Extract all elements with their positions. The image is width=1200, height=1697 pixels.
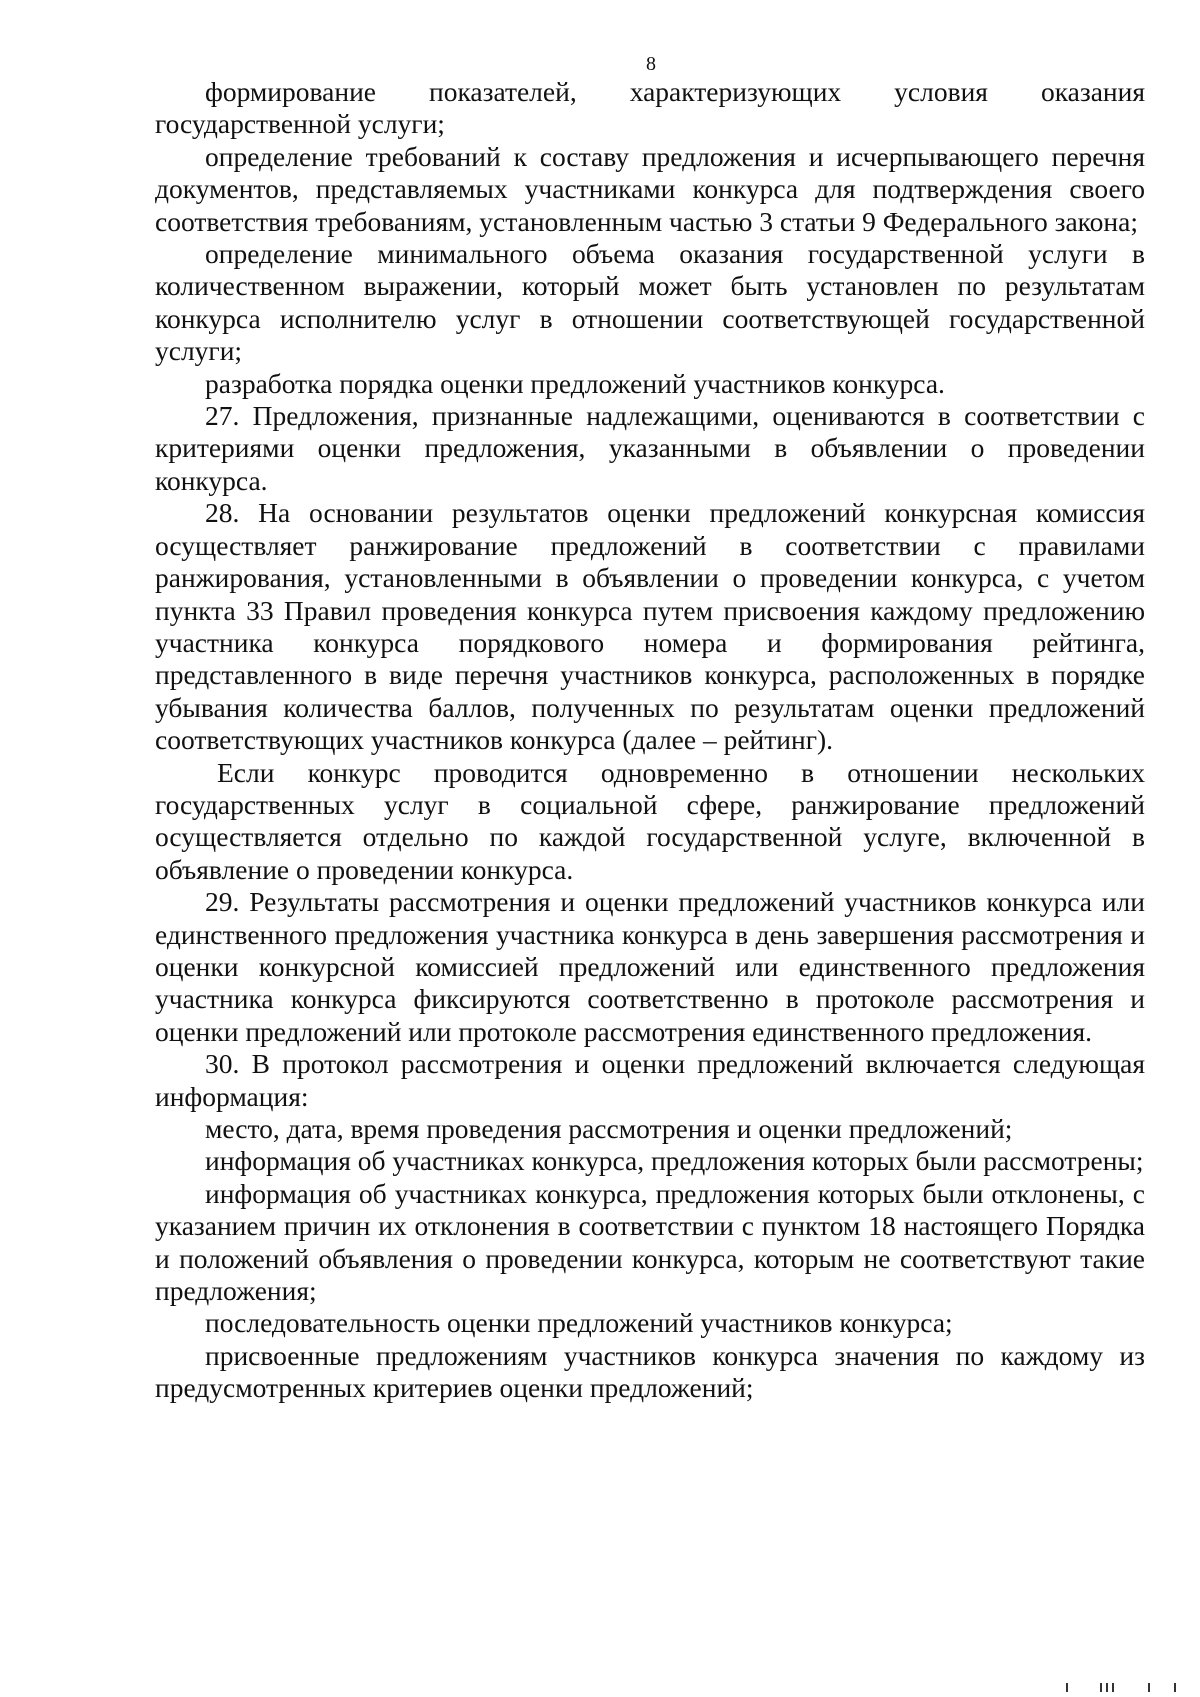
scan-mark (1148, 1683, 1150, 1692)
paragraph-item-30: 30. В протокол рассмотрения и оценки предложений включается следующая информация: (155, 1048, 1145, 1112)
paragraph-2: определение требований к составу предложения и исчерпывающего перечня документов, представляемых участниками конкурса для подтверждения своего соответствия требованиям, установленным частью 3 статьи 9 Федерального закона; (155, 140, 1145, 237)
document-body (155, 76, 1145, 1405)
paragraph-item-30-place: место, дата, время проведения рассмотрения и оценки предложений; (205, 1113, 1013, 1144)
paragraph-item-29: 29. Результаты рассмотрения и оценки предложений участников конкурса или единственного предложения участника конкурса в день завершения рассмотрения и оценки конкурсной комиссией предложений или единственного предложения участника конкурса фиксируются соответственно в протоколе рассмотрения и оценки предложений или протоколе рассмотрения единственного предложения. (155, 886, 1145, 1047)
scan-mark (1174, 1683, 1176, 1692)
paragraph-item-30-reviewed: информация об участниках конкурса, предложения которых были рассмотрены; (205, 1145, 1144, 1177)
paragraph-item-28-continuation: Если конкурс проводится одновременно в отношении нескольких государственных услуг в социальной сфере, ранжирование предложений осуществляется отдельно по каждой государственной услуге, включенной в объявление о проведении конкурса. (155, 756, 1145, 885)
scan-edge-marks (1060, 1680, 1180, 1692)
scan-mark (1112, 1683, 1114, 1692)
paragraph-item-30-rejected: информация об участниках конкурса, предложения которых были отклонены, с указанием причин их отклонения в соответствии с пунктом 18 настоящего Порядка и положений объявления о проведении конкурса, которым не соответствуют такие предложения; (155, 1177, 1145, 1307)
page-number: 8 (646, 53, 656, 75)
paragraph-item-28: 28. На основании результатов оценки предложений конкурсная комиссия осуществляет ранжирование предложений в соответствии с правилами ранжирования, установленными в объявлении о проведении конкурса, с учетом пункта 33 Правил проведения конкурса путем присвоения каждому предложению участника конкурса порядкового номера и формирования рейтинга, представленного в виде перечня участников конкурса, расположенных в порядке убывания количества баллов, полученных по результатам оценки предложений соответствующих участников конкурса (далее – рейтинг). (155, 497, 1145, 756)
paragraph-1: формирование показателей, характеризующих условия оказания государственной услуги; (155, 76, 1145, 140)
scan-mark (1106, 1683, 1108, 1692)
paragraph-4: разработка порядка оценки предложений участников конкурса. (205, 367, 945, 399)
scan-mark (1066, 1683, 1068, 1692)
paragraph-item-27: 27. Предложения, признанные надлежащими, оцениваются в соответствии с критериями оценки предложения, указанными в объявлении о проведении конкурса. (155, 400, 1145, 496)
paragraph-item-30-sequence: последовательность оценки предложений участников конкурса; (205, 1307, 953, 1339)
paragraph-item-30-values: присвоенные предложениям участников конкурса значения по каждому из предусмотренных критериев оценки предложений; (155, 1339, 1145, 1404)
paragraph-3: определение минимального объема оказания государственной услуги в количественном выражении, который может быть установлен по результатам конкурса исполнителю услуг в отношении соответствующей государственной услуги; (155, 238, 1145, 367)
scan-mark (1100, 1683, 1102, 1692)
